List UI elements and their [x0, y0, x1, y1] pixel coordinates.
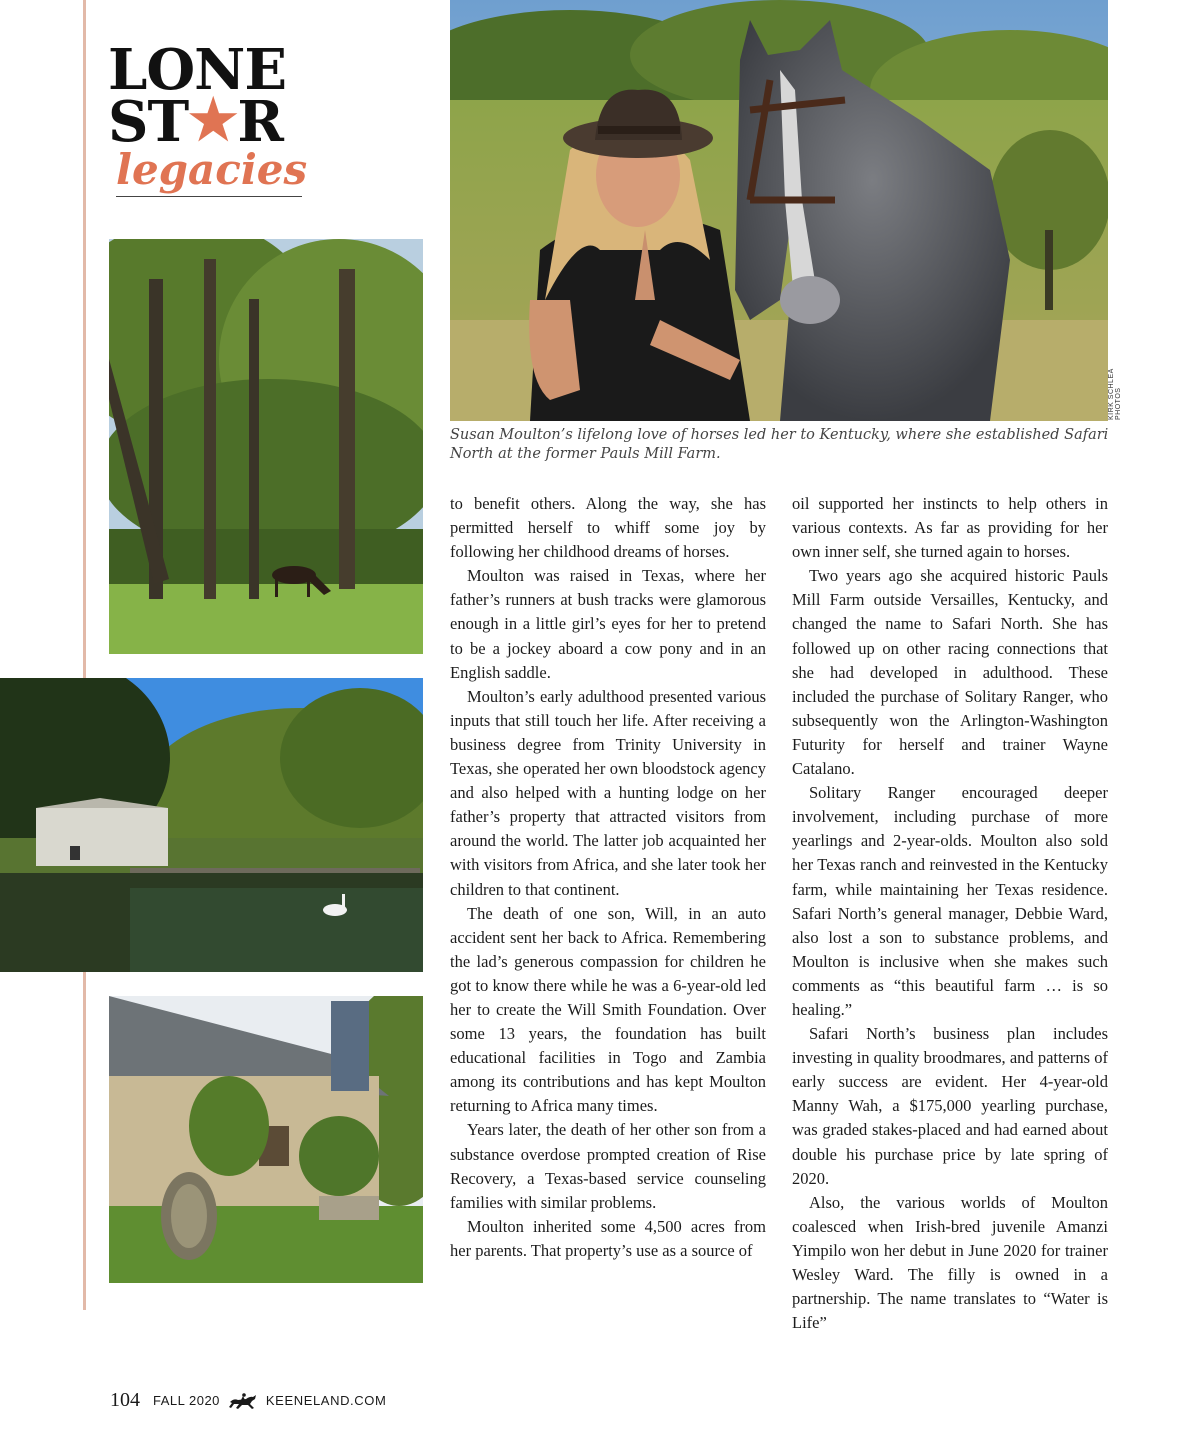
logo-text-r: R: [237, 89, 283, 155]
article-paragraph: Moulton was raised in Texas, where her father’s runners at bush tracks were glamorous enough in a little girl’s eyes for her to pretend to be a jockey aboard a cow pony and in an English saddle.: [450, 566, 766, 682]
left-decorative-rule: [83, 0, 86, 1310]
logo-line-lone: LONE: [108, 37, 287, 103]
article-paragraph: Solitary Ranger encouraged deeper involvement, including purchase of more yearlings and 2-year-olds. Moulton also sold her Texas ranch and reinvested in the Kentucky farm, while maintaining her Texas residence. Safari North’s general manager, Debbie Ward, also lost a son to substance problems, and Moulton is inclusive when she makes such comments as “this beautiful farm … is so healing.”: [792, 783, 1108, 1019]
article-paragraph: Safari North’s business plan includes investing in quality broodmares, and patterns of early success are evident. Her 4-year-old Manny Wah, a $175,000 yearling purchase, was graded stakes-placed and had earned about double his purchase price by late spring of 2020.: [792, 1024, 1108, 1188]
article-paragraph: Years later, the death of her other son from a substance overdose prompted creation of Rise Recovery, a Texas-based service counseling families with similar problems.: [450, 1120, 766, 1212]
logo-text-st: ST: [108, 89, 189, 155]
issue-label: FALL 2020: [153, 1393, 220, 1408]
article-column-right: [792, 492, 1108, 1335]
horse-jockey-icon: [228, 1392, 258, 1410]
logo-line-legacies: legacies: [116, 145, 308, 194]
article-column-left: [450, 492, 766, 1263]
site-url: KEENELAND.COM: [265, 1393, 387, 1408]
star-icon: ★: [188, 87, 238, 153]
article-paragraph: oil supported her instincts to help others in various contexts. As far as providing for her own inner self, she turned again to horses.: [792, 494, 1108, 562]
article-paragraph: Moulton inherited some 4,500 acres from her parents. That property’s use as a source of: [450, 1216, 766, 1260]
hero-photo-woman-with-horse: [450, 0, 1108, 421]
photo-trees-grazing-horse: [109, 239, 423, 654]
article-paragraph: Two years ago she acquired historic Pauls Mill Farm outside Versailles, Kentucky, and changed the name to Safari North. She has followed up on other racing connections that she had developed in adulthood. These included the purchase of Solitary Ranger, who subsequently won the Arlington-Washington Futurity for herself and trainer Wayne Catalano.: [792, 566, 1108, 779]
hero-photo-caption: Susan Moulton’s lifelong love of horses led her to Kentucky, where she established Safari North at the former Pauls Mill Farm.: [450, 427, 1109, 462]
article-paragraph: Also, the various worlds of Moulton coalesced when Irish-bred juvenile Amanzi Yimpilo won her debut in June 2020 for trainer Wesley Ward. The filly is owned in a partnership. The name translates to “Water is Life”: [792, 1192, 1108, 1333]
lone-star-legacies-logo: [108, 37, 308, 197]
photo-credit: KIRK SCHLEA PHOTOS: [1108, 368, 1122, 420]
photo-stone-house-millstone: [109, 996, 423, 1283]
article-paragraph: to benefit others. Along the way, she has permitted herself to whiff some joy by following her childhood dreams of horses.: [450, 494, 766, 562]
page-footer: [110, 1389, 386, 1412]
article-paragraph: The death of one son, Will, in an auto accident sent her back to Africa. Remembering the lad’s generous compassion for children he got to know there while he was a 6-year-old led her to create the Will Smith Foundation. Over some 13 years, the foundation has built educational facilities in Togo and Zambia among its contributions and has kept Moulton returning to Africa many times.: [450, 903, 766, 1116]
article-paragraph: Moulton’s early adulthood presented various inputs that still touch her life. After receiving a business degree from Trinity University in Texas, she operated her own bloodstock agency and also helped with a hunting lodge on her father’s property that attracted visitors from around the world. The latter job acquainted her with visitors from Africa, and she later took her children to that continent.: [450, 686, 766, 899]
logo-underline: [116, 196, 302, 197]
photo-pond-with-swan: [0, 678, 423, 972]
page-number: 104: [110, 1389, 140, 1411]
logo-line-star: [108, 87, 308, 155]
